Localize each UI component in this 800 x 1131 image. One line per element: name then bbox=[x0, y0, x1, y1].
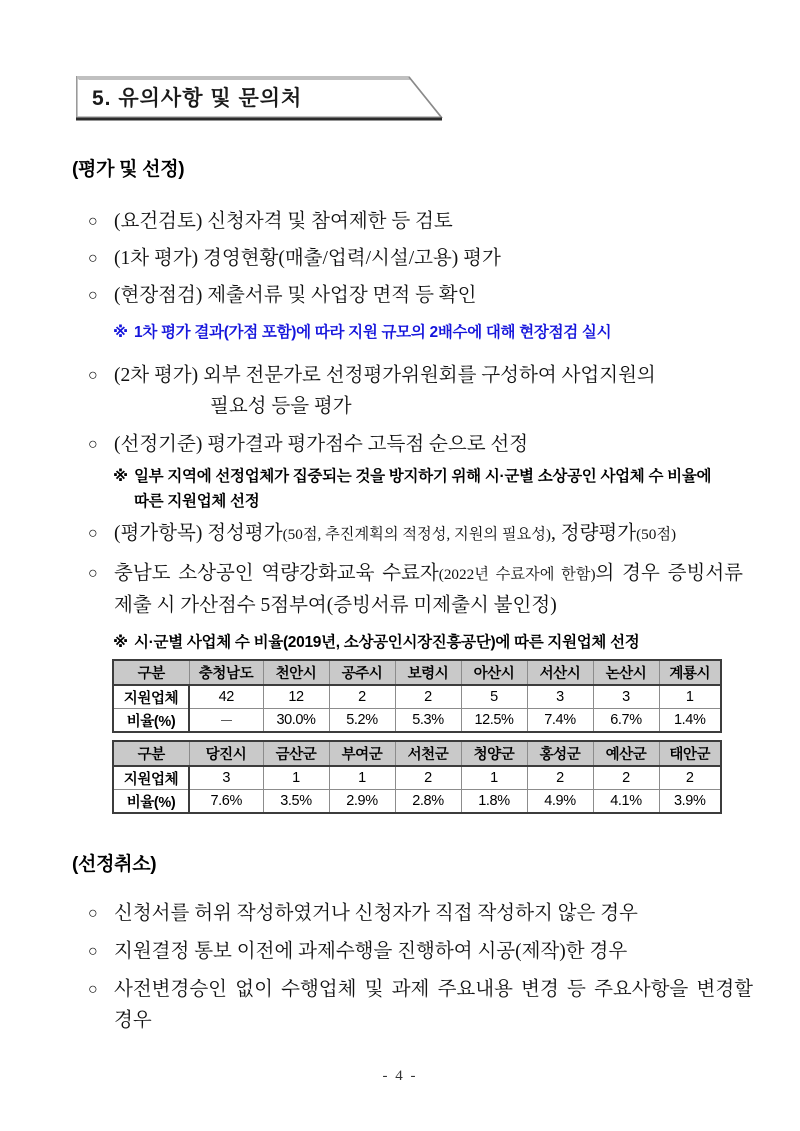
list-item-label-continued: 변경할 경우 bbox=[114, 979, 754, 1031]
table-cell: 2.9% bbox=[329, 790, 395, 814]
table-cell: 2 bbox=[593, 766, 659, 790]
table-cell: 12 bbox=[263, 685, 329, 709]
table-column-header: 천안시 bbox=[263, 660, 329, 685]
table-cell: 7.4% bbox=[527, 709, 593, 733]
note-blue bbox=[113, 320, 723, 345]
reference-mark-icon: ※ bbox=[113, 634, 128, 651]
table-cell: 6.7% bbox=[593, 709, 659, 733]
table-column-header: 부여군 bbox=[329, 741, 395, 766]
bullet-circle-icon: ○ bbox=[88, 525, 98, 542]
bullet-circle-icon: ○ bbox=[88, 905, 98, 922]
table-cell: 30.0% bbox=[263, 709, 329, 733]
list-item-label: (평가항목) 정성평가 bbox=[114, 523, 283, 544]
list-item-detail-quantitative: (50점) bbox=[636, 526, 677, 543]
list-item bbox=[88, 558, 743, 621]
table-column-header: 금산군 bbox=[263, 741, 329, 766]
table-cell: 4.1% bbox=[593, 790, 659, 814]
bullet-circle-icon: ○ bbox=[88, 436, 98, 453]
bullet-circle-icon: ○ bbox=[88, 943, 98, 960]
table-cell: 3.9% bbox=[659, 790, 721, 814]
list-item bbox=[88, 360, 728, 422]
table-row-header: 비율(%) bbox=[113, 790, 189, 814]
list-item bbox=[88, 974, 753, 1036]
table-cell: － bbox=[189, 709, 263, 733]
bullet-circle-icon: ○ bbox=[88, 981, 98, 998]
bullet-circle-icon: ○ bbox=[88, 367, 98, 384]
table-row-header: 비율(%) bbox=[113, 709, 189, 733]
table-cell: 12.5% bbox=[461, 709, 527, 733]
list-item-detail-qualitative: (50점, 추진계획의 적정성, 지원의 필요성) bbox=[282, 526, 551, 543]
reference-mark-icon: ※ bbox=[113, 324, 128, 341]
table-cell: 2 bbox=[659, 766, 721, 790]
table-column-header: 예산군 bbox=[593, 741, 659, 766]
table-cell: 5 bbox=[461, 685, 527, 709]
table-row-header: 지원업체 bbox=[113, 766, 189, 790]
note-table-source bbox=[113, 630, 733, 655]
table-row bbox=[113, 766, 721, 790]
table-row bbox=[113, 709, 721, 733]
list-item-label-continued: 필요성 등을 평가 bbox=[210, 396, 352, 417]
table-cell: 7.6% bbox=[189, 790, 263, 814]
support-table-counties bbox=[112, 740, 722, 814]
list-item-label: (선정기준) 평가결과 평가점수 고득점 순으로 선정 bbox=[114, 434, 529, 455]
list-item bbox=[88, 936, 728, 967]
list-item bbox=[88, 898, 728, 929]
list-item-label: (2차 평가) 외부 전문가로 선정평가위원회를 구성하여 사업지원의 bbox=[114, 365, 656, 386]
section-heading-evaluation: (평가 및 선정) bbox=[72, 159, 185, 180]
table-cell: 3 bbox=[189, 766, 263, 790]
list-item-label: (1차 평가) 경영현황(매출/업력/시설/고용) 평가 bbox=[114, 248, 501, 269]
table-column-header: 논산시 bbox=[593, 660, 659, 685]
list-item-label: 사전변경승인 없이 수행업체 및 과제 주요내용 변경 등 주요사항을 bbox=[114, 979, 689, 1000]
table-row bbox=[113, 790, 721, 814]
list-item-detail-year: (2022년 수료자에 한함) bbox=[438, 566, 596, 583]
table-cell: 1 bbox=[461, 766, 527, 790]
page-footer: - 4 - bbox=[382, 1068, 418, 1084]
list-item-label: (현장점검) 제출서류 및 사업장 면적 등 확인 bbox=[114, 285, 477, 306]
support-table-cities bbox=[112, 659, 722, 733]
list-item bbox=[88, 280, 728, 311]
list-item bbox=[88, 429, 728, 460]
table-cell: 1 bbox=[329, 766, 395, 790]
note-text: 시·군별 사업체 수 비율(2019년, 소상공인시장진흥공단)에 따른 지원업체 선정 bbox=[134, 634, 640, 651]
table-cell: 2.8% bbox=[395, 790, 461, 814]
table-corner-header: 구분 bbox=[113, 660, 189, 685]
note-text: 1차 평가 결과(가점 포함)에 따라 지원 규모의 2배수에 대해 현장점검 실시 bbox=[134, 324, 612, 341]
list-item bbox=[88, 206, 728, 237]
table-cell: 5.3% bbox=[395, 709, 461, 733]
table-cell: 4.9% bbox=[527, 790, 593, 814]
table-cell: 2 bbox=[527, 766, 593, 790]
note-distribution bbox=[113, 464, 730, 514]
reference-mark-icon: ※ bbox=[113, 468, 128, 485]
table-column-header: 충청남도 bbox=[189, 660, 263, 685]
table-cell: 2 bbox=[329, 685, 395, 709]
table-column-header: 서산시 bbox=[527, 660, 593, 685]
list-item-label-continued: 증빙서류 제출 시 가산점수 5점부여(증빙서류 미제출시 불인정) bbox=[114, 563, 743, 616]
table-cell: 1 bbox=[659, 685, 721, 709]
table-column-header: 홍성군 bbox=[527, 741, 593, 766]
list-item-label: 지원결정 통보 이전에 과제수행을 진행하여 시공(제작)한 경우 bbox=[114, 941, 628, 962]
list-item-label-mid: , 정량평가 bbox=[551, 523, 637, 544]
list-item bbox=[88, 518, 748, 550]
table-header-row bbox=[113, 660, 721, 685]
table-cell: 1.4% bbox=[659, 709, 721, 733]
bullet-circle-icon: ○ bbox=[88, 565, 98, 582]
table-cell: 42 bbox=[189, 685, 263, 709]
table-column-header: 청양군 bbox=[461, 741, 527, 766]
section-heading-cancellation: (선정취소) bbox=[72, 854, 157, 875]
table-column-header: 서천군 bbox=[395, 741, 461, 766]
table-cell: 3 bbox=[527, 685, 593, 709]
list-item bbox=[88, 243, 728, 274]
table-column-header: 아산시 bbox=[461, 660, 527, 685]
bullet-circle-icon: ○ bbox=[88, 287, 98, 304]
list-item-label: (요건검토) 신청자격 및 참여제한 등 검토 bbox=[114, 211, 453, 232]
section-banner bbox=[76, 76, 446, 122]
page-title: 5. 유의사항 및 문의처 bbox=[92, 87, 303, 110]
table-column-header: 공주시 bbox=[329, 660, 395, 685]
list-item-label-tail: 의 경우 bbox=[595, 563, 660, 584]
table-cell: 3.5% bbox=[263, 790, 329, 814]
table-corner-header: 구분 bbox=[113, 741, 189, 766]
list-item-label: 신청서를 허위 작성하였거나 신청자가 직접 작성하지 않은 경우 bbox=[114, 903, 638, 924]
bullet-circle-icon: ○ bbox=[88, 250, 98, 267]
table-header-row bbox=[113, 741, 721, 766]
table-column-header: 보령시 bbox=[395, 660, 461, 685]
table-cell: 2 bbox=[395, 766, 461, 790]
table-row bbox=[113, 685, 721, 709]
table-cell: 2 bbox=[395, 685, 461, 709]
table-column-header: 태안군 bbox=[659, 741, 721, 766]
table-cell: 5.2% bbox=[329, 709, 395, 733]
table-column-header: 계룡시 bbox=[659, 660, 721, 685]
table-column-header: 당진시 bbox=[189, 741, 263, 766]
bullet-circle-icon: ○ bbox=[88, 213, 98, 230]
list-item-label: 충남도 소상공인 역량강화교육 수료자 bbox=[114, 563, 439, 584]
note-text: 일부 지역에 선정업체가 집중되는 것을 방지하기 위해 시·군별 소상공인 사업체 수 비율에 따른 지원업체 선정 bbox=[134, 468, 712, 510]
table-row-header: 지원업체 bbox=[113, 685, 189, 709]
table-cell: 3 bbox=[593, 685, 659, 709]
table-cell: 1.8% bbox=[461, 790, 527, 814]
table-cell: 1 bbox=[263, 766, 329, 790]
